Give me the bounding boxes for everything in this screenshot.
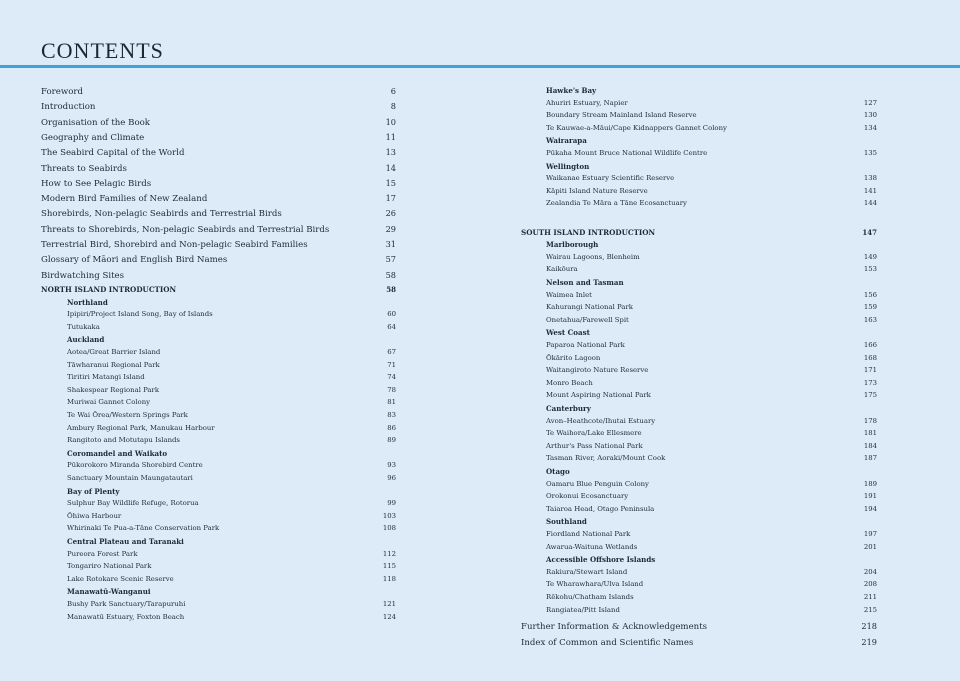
contents-region-heading bbox=[546, 162, 877, 171]
contents-entry bbox=[546, 199, 877, 207]
entry-page-number: 57 bbox=[385, 254, 396, 265]
contents-entry bbox=[41, 101, 396, 112]
entry-page-number: 108 bbox=[382, 524, 396, 533]
entry-title: Tongariro National Park bbox=[67, 562, 152, 571]
contents-entry bbox=[546, 580, 877, 588]
entry-title: West Coast bbox=[546, 328, 590, 338]
contents-entry bbox=[41, 254, 396, 265]
contents-region-heading bbox=[67, 487, 396, 496]
entry-title: Paparoa National Park bbox=[546, 341, 625, 349]
entry-page-number: 11 bbox=[385, 131, 396, 142]
contents-entry bbox=[67, 310, 396, 318]
contents-entry bbox=[67, 348, 396, 356]
entry-title: Arthur's Pass National Park bbox=[546, 441, 643, 450]
entry-page-number: 124 bbox=[382, 612, 396, 621]
entry-title: Tiritiri Matangi Island bbox=[67, 373, 145, 382]
contents-entry bbox=[67, 562, 396, 570]
contents-entry bbox=[41, 117, 396, 128]
contents-entry bbox=[521, 637, 877, 648]
contents-entry bbox=[67, 411, 396, 419]
entry-title: Manawatū Estuary, Foxton Beach bbox=[67, 612, 185, 621]
entry-title: Wellington bbox=[546, 161, 590, 171]
entry-page-number: 121 bbox=[382, 599, 396, 608]
entry-title: Te Waihora/Lake Ellesmere bbox=[546, 429, 642, 438]
entry-title: Shorebirds, Non-pelagic Seabirds and Terrestrial Birds bbox=[41, 209, 282, 220]
entry-page-number: 10 bbox=[385, 116, 396, 127]
contents-entry bbox=[67, 550, 396, 558]
entry-title: Zealandia Te Māra a Tāne Ecosanctuary bbox=[546, 199, 687, 208]
contents-entry bbox=[41, 208, 396, 219]
entry-page-number: 86 bbox=[387, 423, 396, 432]
entry-title: Coromandel and Waikato bbox=[67, 448, 168, 458]
contents-entry bbox=[41, 163, 396, 174]
entry-title: Wairau Lagoons, Blenheim bbox=[546, 252, 640, 261]
entry-page-number: 99 bbox=[387, 499, 396, 508]
entry-title: Ōhiwa Harbour bbox=[67, 511, 122, 520]
contents-entry bbox=[546, 505, 877, 513]
entry-title: Rangitoto and Motutapu Islands bbox=[67, 436, 180, 445]
contents-entry bbox=[41, 178, 396, 189]
contents-entry bbox=[67, 424, 396, 432]
contents-entry bbox=[41, 147, 396, 158]
contents-entry bbox=[546, 442, 877, 450]
entry-title: Shakespear Regional Park bbox=[67, 385, 160, 394]
entry-title: Manawatū-Wanganui bbox=[67, 587, 151, 597]
contents-entry bbox=[546, 291, 877, 299]
entry-title: Te Wharawhara/Ulva Island bbox=[546, 580, 644, 589]
entry-title: The Seabird Capital of the World bbox=[41, 148, 185, 159]
entry-title: Awarua-Waituna Wetlands bbox=[546, 542, 638, 551]
entry-title: Kahurangi National Park bbox=[546, 303, 633, 312]
entry-title: Terrestrial Bird, Shorebird and Non-pelagic Seabird Families bbox=[41, 240, 308, 250]
contents-entry bbox=[546, 480, 877, 488]
title-rule bbox=[0, 65, 960, 68]
entry-page-number: 13 bbox=[385, 147, 396, 158]
contents-region-heading bbox=[546, 328, 877, 337]
contents-entry bbox=[546, 593, 877, 601]
contents-entry bbox=[546, 253, 877, 261]
entry-title: Modern Bird Families of New Zealand bbox=[41, 194, 208, 205]
entry-page-number: 191 bbox=[863, 492, 877, 501]
entry-title: Tasman River, Aoraki/Mount Cook bbox=[546, 454, 666, 463]
contents-region-heading bbox=[546, 278, 877, 287]
entry-page-number: 147 bbox=[862, 227, 877, 237]
entry-page-number: 159 bbox=[863, 303, 877, 312]
contents-entry bbox=[67, 613, 396, 621]
entry-title: Further Information & Acknowledgements bbox=[521, 622, 708, 633]
entry-title: Ahuriri Estuary, Napier bbox=[546, 98, 628, 107]
entry-title: Mount Aspiring National Park bbox=[546, 391, 651, 400]
entry-title: Marlborough bbox=[546, 240, 599, 250]
entry-title: Waimea Inlet bbox=[546, 290, 592, 299]
entry-title: Waitangiroto Nature Reserve bbox=[546, 366, 649, 375]
contents-entry bbox=[546, 111, 877, 119]
contents-region-heading bbox=[546, 467, 877, 476]
entry-title: Threats to Shorebirds, Non-pelagic Seabirds and Terrestrial Birds bbox=[41, 224, 330, 235]
contents-region-heading bbox=[546, 555, 877, 564]
entry-title: SOUTH ISLAND INTRODUCTION bbox=[521, 227, 656, 237]
contents-entry bbox=[546, 492, 877, 500]
entry-title: Pureora Forest Park bbox=[67, 549, 138, 558]
entry-title: Foreword bbox=[41, 87, 83, 97]
entry-page-number: 178 bbox=[863, 416, 877, 425]
entry-page-number: 218 bbox=[861, 621, 877, 632]
entry-title: Glossary of Māori and English Bird Names bbox=[41, 255, 228, 266]
contents-entry bbox=[41, 132, 396, 143]
contents-entry bbox=[546, 316, 877, 324]
contents-entry bbox=[546, 187, 877, 195]
contents-entry bbox=[546, 341, 877, 349]
entry-page-number: 138 bbox=[863, 174, 877, 183]
entry-page-number: 184 bbox=[863, 441, 877, 450]
entry-page-number: 29 bbox=[385, 223, 396, 234]
entry-title: Oamaru Blue Penguin Colony bbox=[546, 479, 649, 488]
entry-title: Nelson and Tasman bbox=[546, 278, 624, 287]
contents-entry bbox=[546, 149, 877, 157]
contents-region-heading bbox=[67, 587, 396, 596]
entry-page-number: 118 bbox=[382, 574, 396, 583]
entry-title: Tutukaka bbox=[67, 322, 100, 331]
contents-entry bbox=[546, 454, 877, 462]
entry-page-number: 130 bbox=[863, 111, 877, 120]
entry-title: Pūkaha Mount Bruce National Wildlife Centre bbox=[546, 149, 708, 157]
entry-title: Central Plateau and Taranaki bbox=[67, 536, 184, 546]
contents-entry bbox=[546, 568, 877, 576]
contents-entry bbox=[41, 86, 396, 97]
entry-title: Fiordland National Park bbox=[546, 530, 631, 538]
entry-title: Tāwharanui Regional Park bbox=[67, 360, 160, 369]
entry-page-number: 58 bbox=[386, 284, 396, 294]
entry-page-number: 58 bbox=[385, 269, 396, 280]
entry-title: Northland bbox=[67, 297, 108, 307]
entry-title: Birdwatching Sites bbox=[41, 270, 125, 281]
entry-page-number: 194 bbox=[863, 504, 877, 513]
entry-page-number: 78 bbox=[387, 385, 396, 394]
entry-page-number: 197 bbox=[863, 530, 877, 538]
contents-entry bbox=[546, 265, 877, 273]
entry-title: Boundary Stream Mainland Island Reserve bbox=[546, 111, 697, 120]
contents-entry bbox=[67, 461, 396, 469]
entry-title: Monro Beach bbox=[546, 378, 593, 387]
entry-title: Introduction bbox=[41, 102, 96, 113]
entry-page-number: 135 bbox=[863, 149, 877, 157]
entry-page-number: 134 bbox=[863, 123, 877, 132]
entry-page-number: 181 bbox=[863, 429, 877, 438]
entry-page-number: 71 bbox=[387, 360, 396, 369]
contents-entry bbox=[546, 124, 877, 132]
entry-title: Otago bbox=[546, 467, 570, 476]
contents-region-heading bbox=[67, 298, 396, 307]
contents-entry bbox=[546, 606, 877, 614]
entry-title: Onetahua/Farewell Spit bbox=[546, 315, 629, 324]
entry-title: Kāpiti Island Nature Reserve bbox=[546, 186, 648, 195]
contents-region-heading bbox=[546, 86, 877, 95]
contents-entry bbox=[67, 575, 396, 583]
entry-title: Auckland bbox=[67, 335, 105, 345]
contents-entry bbox=[546, 366, 877, 374]
entry-page-number: 219 bbox=[861, 636, 877, 647]
contents-entry bbox=[546, 429, 877, 437]
entry-page-number: 31 bbox=[385, 239, 396, 249]
contents-entry bbox=[546, 174, 877, 182]
entry-title: Geography and Climate bbox=[41, 132, 145, 143]
contents-entry bbox=[546, 99, 877, 107]
entry-page-number: 149 bbox=[863, 252, 877, 261]
contents-section-heading bbox=[41, 285, 396, 294]
contents-entry bbox=[546, 303, 877, 311]
entry-title: Southland bbox=[546, 517, 587, 527]
contents-region-heading bbox=[67, 335, 396, 344]
contents-entry bbox=[67, 361, 396, 369]
contents-entry bbox=[67, 600, 396, 608]
entry-page-number: 168 bbox=[863, 353, 877, 362]
entry-page-number: 127 bbox=[863, 98, 877, 107]
contents-entry bbox=[41, 224, 396, 235]
entry-page-number: 67 bbox=[387, 347, 396, 356]
page-title: CONTENTS bbox=[41, 38, 164, 63]
entry-title: Rakiura/Stewart Island bbox=[546, 567, 628, 576]
contents-region-heading bbox=[67, 537, 396, 546]
entry-page-number: 153 bbox=[863, 265, 877, 274]
entry-page-number: 89 bbox=[387, 436, 396, 445]
contents-entry bbox=[546, 391, 877, 399]
contents-entry bbox=[67, 323, 396, 331]
entry-title: How to See Pelagic Birds bbox=[41, 178, 152, 189]
entry-page-number: 187 bbox=[863, 454, 877, 463]
entry-page-number: 201 bbox=[863, 542, 877, 551]
contents-entry bbox=[41, 193, 396, 204]
entry-page-number: 208 bbox=[863, 580, 877, 589]
entry-page-number: 60 bbox=[387, 310, 396, 319]
entry-page-number: 215 bbox=[863, 605, 877, 614]
entry-title: Bay of Plenty bbox=[67, 486, 120, 496]
entry-page-number: 163 bbox=[863, 315, 877, 324]
entry-page-number: 81 bbox=[387, 398, 396, 407]
entry-page-number: 26 bbox=[385, 208, 396, 219]
entry-title: Sulphur Bay Wildlife Refuge, Rotorua bbox=[67, 499, 199, 508]
entry-page-number: 173 bbox=[863, 378, 877, 387]
contents-entry bbox=[67, 499, 396, 507]
entry-title: Taiaroa Head, Otago Peninsula bbox=[546, 504, 655, 513]
entry-title: Ōkārito Lagoon bbox=[546, 353, 601, 362]
entry-page-number: 103 bbox=[382, 511, 396, 520]
entry-page-number: 141 bbox=[863, 186, 877, 195]
entry-page-number: 93 bbox=[387, 461, 396, 470]
entry-page-number: 144 bbox=[863, 199, 877, 208]
contents-entry bbox=[67, 524, 396, 532]
contents-region-heading bbox=[546, 404, 877, 413]
entry-title: Lake Rotokare Scenic Reserve bbox=[67, 574, 174, 583]
entry-title: Orokonui Ecosanctuary bbox=[546, 492, 629, 501]
entry-title: Accessible Offshore Islands bbox=[546, 555, 656, 565]
contents-entry bbox=[67, 474, 396, 482]
entry-page-number: 211 bbox=[863, 593, 877, 601]
entry-page-number: 115 bbox=[382, 562, 396, 571]
entry-title: Hawke's Bay bbox=[546, 86, 597, 95]
entry-title: Rēkohu/Chatham Islands bbox=[546, 593, 634, 601]
entry-page-number: 8 bbox=[390, 101, 396, 112]
contents-entry bbox=[546, 530, 877, 538]
entry-page-number: 14 bbox=[385, 162, 396, 173]
contents-entry bbox=[41, 270, 396, 281]
contents-entry bbox=[41, 239, 396, 250]
contents-entry bbox=[67, 373, 396, 381]
contents-section-heading bbox=[521, 228, 877, 237]
contents-entry bbox=[67, 386, 396, 394]
entry-page-number: 156 bbox=[863, 290, 877, 299]
entry-page-number: 171 bbox=[863, 366, 877, 375]
entry-title: Canterbury bbox=[546, 404, 591, 413]
entry-page-number: 83 bbox=[387, 410, 396, 419]
entry-page-number: 15 bbox=[385, 177, 396, 188]
contents-entry bbox=[521, 621, 877, 632]
entry-title: Muriwai Gannet Colony bbox=[67, 398, 151, 407]
contents-region-heading bbox=[67, 449, 396, 458]
entry-title: Bushy Park Sanctuary/Tarapuruhi bbox=[67, 599, 186, 608]
entry-page-number: 112 bbox=[382, 549, 396, 558]
contents-entry bbox=[67, 398, 396, 406]
contents-region-heading bbox=[546, 136, 877, 145]
entry-title: Aotea/Great Barrier Island bbox=[67, 347, 161, 356]
entry-title: Avon–Heathcote/Ihutai Estuary bbox=[546, 416, 656, 425]
contents-entry bbox=[546, 354, 877, 362]
contents-entry bbox=[546, 417, 877, 425]
entry-title: Sanctuary Mountain Maungatautari bbox=[67, 473, 193, 482]
entry-title: Whirinaki Te Pua-a-Tāne Conservation Park bbox=[67, 524, 220, 533]
contents-entry bbox=[546, 543, 877, 551]
contents-entry bbox=[67, 512, 396, 520]
entry-page-number: 96 bbox=[387, 473, 396, 482]
entry-title: Waikanae Estuary Scientific Reserve bbox=[546, 174, 675, 183]
entry-page-number: 74 bbox=[387, 373, 396, 382]
entry-page-number: 17 bbox=[385, 193, 396, 204]
entry-title: Index of Common and Scientific Names bbox=[521, 637, 694, 648]
entry-title: Kaikōura bbox=[546, 265, 578, 274]
entry-title: Te Wai Ōrea/Western Springs Park bbox=[67, 410, 188, 419]
entry-page-number: 204 bbox=[863, 567, 877, 576]
entry-title: Organisation of the Book bbox=[41, 117, 150, 128]
entry-title: Ipipiri/Project Island Song, Bay of Islands bbox=[67, 310, 213, 319]
entry-title: NORTH ISLAND INTRODUCTION bbox=[41, 284, 177, 294]
entry-page-number: 189 bbox=[863, 479, 877, 488]
entry-page-number: 175 bbox=[863, 391, 877, 400]
entry-title: Wairarapa bbox=[546, 136, 587, 146]
contents-region-heading bbox=[546, 517, 877, 526]
contents-region-heading bbox=[546, 240, 877, 249]
contents-entry bbox=[546, 379, 877, 387]
contents-entry bbox=[67, 436, 396, 444]
entry-page-number: 64 bbox=[387, 322, 396, 331]
entry-page-number: 6 bbox=[390, 86, 396, 96]
entry-title: Rangiatea/Pitt Island bbox=[546, 605, 620, 614]
entry-title: Threats to Seabirds bbox=[41, 163, 127, 174]
entry-page-number: 166 bbox=[863, 341, 877, 349]
entry-title: Ambury Regional Park, Manukau Harbour bbox=[67, 423, 215, 432]
entry-title: Pūkorokoro Miranda Shorebird Centre bbox=[67, 461, 203, 470]
entry-title: Te Kauwae-a-Māui/Cape Kidnappers Gannet Colony bbox=[546, 123, 727, 132]
